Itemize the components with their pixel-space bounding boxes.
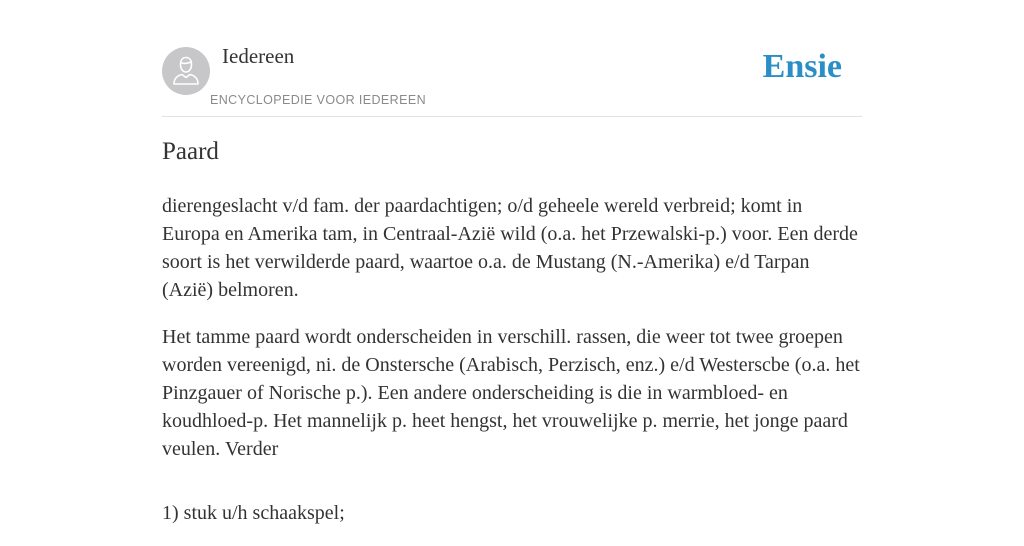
article-body: [162, 192, 862, 546]
article-paragraph: Het tamme paard wordt onderscheiden in verschill. rassen, die weer tot twee groepen worden vereenigd, ni. de Onstersche (Arabisch, Perzisch, enz.) e/d Westerscbe (o.a. het Pinzgauer of Norische p.). Een andere onderscheiding is die in warmbloed- en koudhloed-p. Het mannelijk p. heet hengst, het vrouwelijke p. merrie, het jonge paard veulen. Verder: [162, 326, 860, 460]
avatar[interactable]: [162, 47, 210, 95]
article-paragraph: dierengeslacht v/d fam. der paardachtigen; o/d geheele wereld verbreid; komt in Europa en Amerika tam, in Centraal-Azië wild (o.a. het Przewalski-p.) voor. Een derde soort is het verwilderde paard, waartoe o.a. de Mustang (N.-Amerika) e/d Tarpan (Azië) belmoren.: [162, 195, 858, 301]
user-name[interactable]: Iedereen: [222, 44, 295, 68]
user-silhouette-icon: [162, 47, 210, 95]
article-paragraph: 1) stuk u/h schaakspel;: [162, 502, 345, 524]
site-header: [162, 0, 862, 117]
user-subtitle: ENCYCLOPEDIE VOOR IEDEREEN: [210, 93, 427, 107]
brand-logo-link[interactable]: Ensie: [762, 48, 842, 85]
page-title: Paard: [162, 138, 219, 165]
